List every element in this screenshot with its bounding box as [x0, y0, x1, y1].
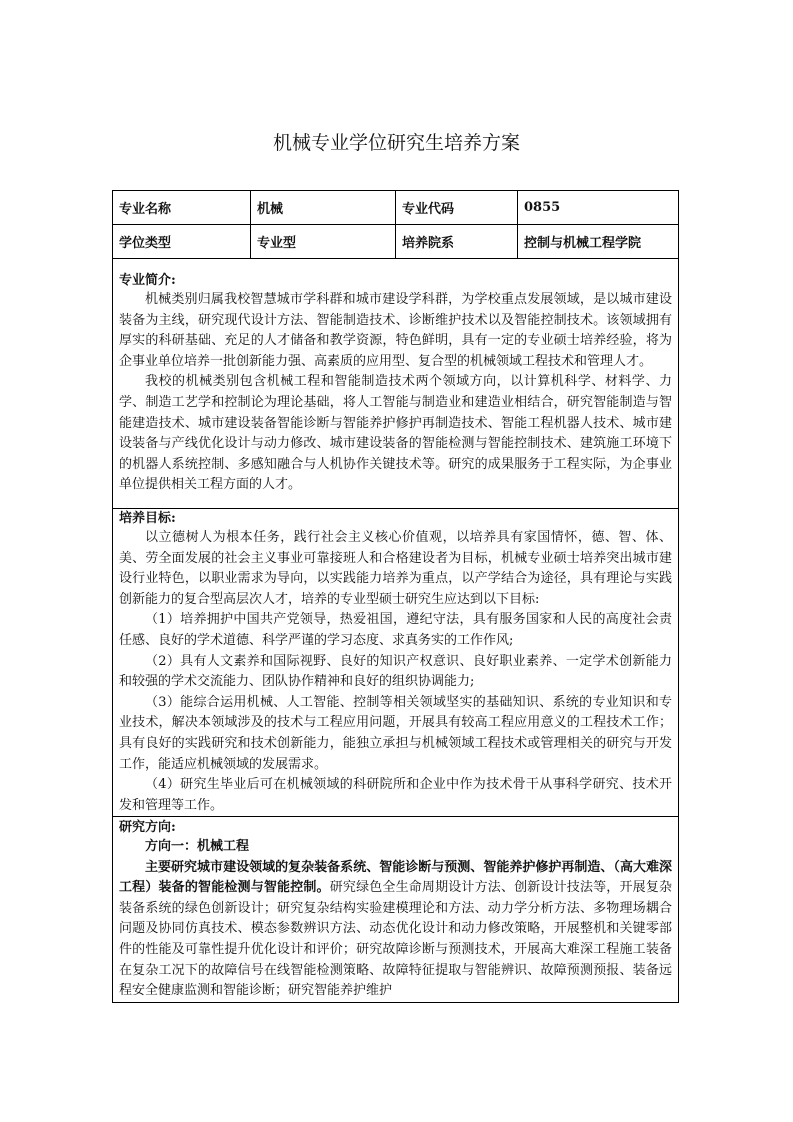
goals-section-row [113, 509, 679, 817]
info-row-major [113, 191, 679, 225]
page-title: 机械专业学位研究生培养方案 [272, 132, 520, 154]
direction-detail: 研究绿色全生命周期设计方法、创新设计技法等，开展复杂装备系统的绿色创新设计；研究复杂结构实验建模理论和方法、动力学分析方法、多物理场耦合问题及协同仿真技术、模态参数辨识方法、动态优化设计和动力修改策略，开展整机和关键零部件的性能及可靠性提升优化设计和评价；研究故障诊断与预测技术，开展高大难深工程施工装备在复杂工况下的故障信号在线智能检测策略、故障特征提取与智能辨识、故障预测预报、装备远程安全健康监测和智能诊断；研究智能养护维护 [119, 880, 672, 999]
degree-type-value: 专业型 [251, 225, 396, 259]
intro-section-row [113, 259, 679, 509]
directions-section-row [113, 817, 679, 1003]
goals-item: （4）研究生毕业后可在机械领域的科研院所和企业中作为技术骨干从事科学研究、技术开发和管理等工作。 [119, 777, 672, 813]
major-name-label: 专业名称 [113, 191, 251, 225]
intro-paragraph: 机械类别归属我校智慧城市学科群和城市建设学科群，为学校重点发展领域，是以城市建设装备为主线，研究现代设计方法、智能制造技术、诊断维护技术以及智能控制技术。该领域拥有厚实的科研基础、充足的人才储备和教学资源，特色鲜明，具有一定的专业硕士培养经验，将为企事业单位培养一批创新能力强、高素质的应用型、复合型的机械领域工程技术和管理人才。 [119, 292, 672, 369]
directions-heading: 研究方向: [119, 819, 176, 835]
intro-paragraph: 我校的机械类别包含机械工程和智能制造技术两个领域方向，以计算机科学、材料学、力学、制造工艺学和控制论为理论基础，将人工智能与制造业和建造业相结合，研究智能制造与智能建造技术、城市建设装备智能诊断与智能养护修护再制造技术、智能工程机器人技术、城市建设装备与产线优化设计与动力修改、城市建设装备的智能检测与智能控制技术、建筑施工环境下的机器人系统控制、多感知融合与人机协作关键技术等。研究的成果服务于工程实际，为企事业单位提供相关工程方面的人才。 [119, 374, 672, 493]
direction-paragraph [119, 858, 672, 1002]
training-plan-table [112, 190, 679, 1003]
direction-summary-bold: 主要研究城市建设领域的复杂装备系统、智能诊断与预测、智能养护修护再制造、（高大难深工程）装备的智能检测与智能控制。 [119, 859, 672, 896]
degree-type-label: 学位类型 [113, 225, 251, 259]
major-name-value: 机械 [251, 191, 396, 225]
directions-section [113, 817, 679, 1003]
school-value: 控制与机械工程学院 [518, 225, 679, 259]
intro-section [113, 259, 679, 509]
major-code-value: 0855 [518, 191, 679, 225]
goals-heading: 培养目标: [119, 511, 176, 526]
major-code-label: 专业代码 [396, 191, 518, 225]
intro-heading: 专业简介: [119, 273, 176, 289]
goals-paragraph: 以立德树人为根本任务，践行社会主义核心价值观，以培养具有家国情怀，德、智、体、美、劳全面发展的社会主义事业可靠接班人和合格建设者为目标，机械专业硕士培养突出城市建设行业特色，以职业需求为导向，以实践能力培养为重点，以产学结合为途径，具有理论与实践创新能力的复合型高层次人才，培养的专业型硕士研究生应达到以下目标: [119, 530, 672, 607]
school-label: 培养院系 [396, 225, 518, 259]
goals-item: （2）具有人文素养和国际视野、良好的知识产权意识、良好职业素养、一定学术创新能力和较强的学术交流能力、团队协作精神和良好的组织协调能力; [119, 653, 672, 690]
direction-subheading: 方向一：机械工程 [145, 838, 250, 854]
info-row-degree [113, 225, 679, 259]
goals-item: （3）能综合运用机械、人工智能、控制等相关领域坚实的基础知识、系统的专业知识和专业技术，解决本领域涉及的技术与工程应用问题，开展具有较高工程应用意义的工程技术工作；具有良好的实践研究和技术创新能力，能独立承担与机械领域工程技术或管理相关的研究与开发工作，能适应机械领域的发展需求。 [119, 694, 672, 772]
goals-section [113, 509, 679, 817]
goals-item: （1）培养拥护中国共产党领导，热爱祖国，遵纪守法，具有服务国家和人民的高度社会责任感、良好的学术道德、科学严谨的学习态度、求真务实的工作作风; [119, 612, 672, 648]
